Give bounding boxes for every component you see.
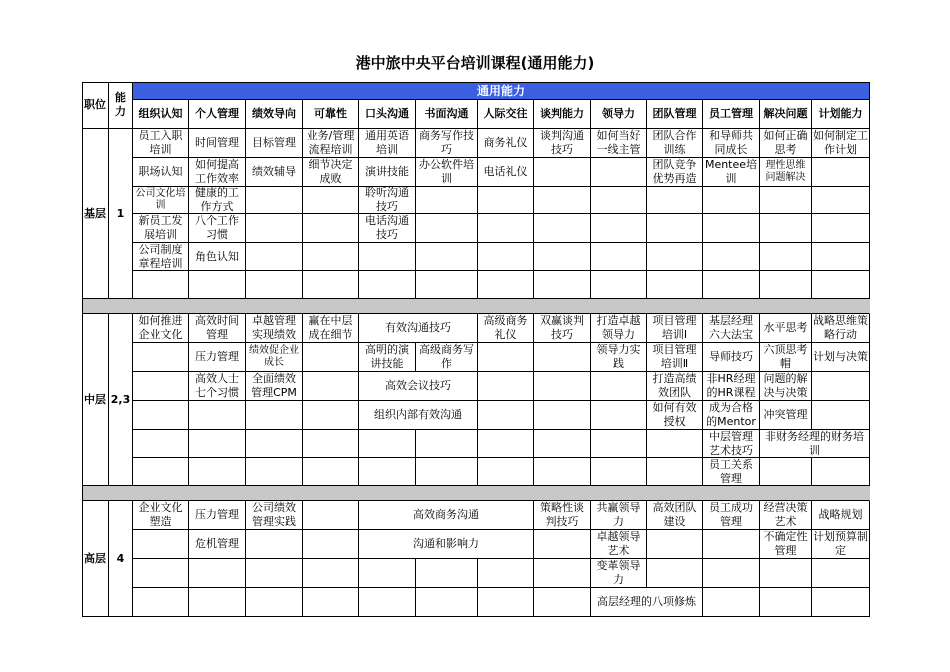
table-cell — [812, 401, 870, 430]
table-cell — [591, 401, 647, 430]
table-cell: 高层经理的八项修炼 — [591, 588, 703, 617]
table-cell: 有效沟通技巧 — [359, 314, 478, 343]
table-cell — [303, 430, 359, 458]
col-team: 团队管理 — [647, 100, 703, 129]
table-cell: 压力管理 — [189, 501, 246, 530]
table-cell — [591, 214, 647, 243]
table-cell: 计划预算制定 — [813, 530, 868, 557]
table-cell: 非HR经理的HR课程 — [703, 372, 760, 401]
table-cell — [647, 271, 703, 299]
table-cell — [133, 530, 189, 559]
table-cell: 赢在中层成在细节 — [303, 314, 359, 343]
table-cell — [416, 430, 478, 458]
table-cell — [478, 187, 534, 214]
col-planning: 计划能力 — [812, 100, 870, 129]
table-cell — [591, 372, 647, 401]
col-oral: 口头沟通 — [359, 100, 416, 129]
table-cell — [534, 243, 591, 271]
table-cell: 领导力实践 — [591, 343, 647, 372]
table-cell — [591, 458, 647, 486]
table-cell: 基层经理六大法宝 — [703, 314, 760, 343]
table-cell: 职场认知 — [133, 158, 189, 187]
table-cell — [359, 559, 416, 588]
table-cell: 高效团队建设 — [647, 501, 703, 530]
table-cell: 业务/管理流程培训 — [303, 129, 359, 158]
table-cell — [591, 271, 647, 299]
table-cell — [812, 243, 870, 271]
table-cell: 高明的演讲技能 — [359, 343, 416, 372]
table-cell — [359, 271, 416, 299]
table-cell — [647, 530, 703, 559]
table-cell: 理性思维问题解决 — [760, 158, 812, 187]
table-cell — [478, 243, 534, 271]
table-cell: 绩效促企业成长 — [246, 343, 303, 372]
table-cell: 和导师共同成长 — [703, 129, 760, 158]
table-cell — [534, 214, 591, 243]
section-middle-label: 中层 — [82, 314, 109, 486]
table-cell — [359, 458, 416, 486]
table-cell: 健康的工作方式 — [189, 187, 246, 214]
col-org: 组织认知 — [133, 100, 189, 129]
table-cell: 角色认知 — [189, 243, 246, 271]
table-cell — [416, 588, 478, 617]
table-cell — [303, 501, 359, 530]
table-cell — [647, 243, 703, 271]
table-cell — [189, 588, 246, 617]
table-cell — [246, 214, 303, 243]
table-cell — [133, 458, 189, 486]
table-cell — [812, 458, 870, 486]
header-level: 能力 — [109, 82, 133, 129]
table-cell — [359, 243, 416, 271]
table-cell — [812, 372, 870, 401]
table-cell: 导师技巧 — [703, 343, 760, 372]
table-cell — [760, 559, 812, 588]
table-cell: 经营决策艺术 — [760, 501, 812, 530]
table-cell: 公司绩效管理实践 — [246, 501, 303, 530]
table-cell: 问题的解决与决策 — [760, 372, 812, 401]
table-cell — [359, 430, 416, 458]
col-negotiation: 谈判能力 — [534, 100, 591, 129]
col-leadership: 领导力 — [591, 100, 647, 129]
table-cell — [760, 214, 812, 243]
table-cell — [534, 430, 591, 458]
table-cell — [303, 559, 359, 588]
table-cell — [478, 214, 534, 243]
table-cell: 卓越管理实现绩效 — [246, 314, 303, 343]
table-cell: 打造高绩效团队 — [647, 372, 703, 401]
table-cell: 新员工发展培训 — [133, 214, 189, 243]
table-cell: 公司制度章程培训 — [133, 243, 189, 271]
table-cell: 沟通和影响力 — [359, 530, 534, 559]
table-cell: 冲突管理 — [760, 401, 812, 430]
table-cell — [189, 271, 246, 299]
section-separator — [82, 299, 870, 314]
table-cell: 如何正确思考 — [760, 129, 812, 158]
table-cell — [133, 401, 189, 430]
table-cell — [534, 530, 591, 559]
table-cell — [246, 458, 303, 486]
table-cell — [133, 343, 189, 372]
table-cell — [812, 559, 870, 588]
table-cell — [246, 588, 303, 617]
col-interpersonal: 人际交往 — [478, 100, 534, 129]
table-cell — [303, 214, 359, 243]
table-cell — [189, 401, 246, 430]
table-cell: 共赢领导力 — [591, 501, 647, 530]
table-cell — [359, 588, 416, 617]
table-cell — [416, 187, 478, 214]
table-cell: 电话礼仪 — [478, 158, 534, 187]
table-cell: 员工入职培训 — [133, 129, 189, 158]
table-cell — [478, 372, 534, 401]
col-problem-solving: 解决问题 — [760, 100, 812, 129]
table-cell: 时间管理 — [189, 129, 246, 158]
table-cell — [133, 559, 189, 588]
table-cell — [246, 530, 303, 559]
table-cell: 团队合作训练 — [647, 129, 703, 158]
table-cell — [591, 243, 647, 271]
table-cell — [534, 588, 591, 617]
table-cell: 计划与决策 — [812, 343, 870, 372]
table-cell: 谈判沟通技巧 — [534, 129, 591, 158]
table-cell — [133, 430, 189, 458]
table-cell — [189, 559, 246, 588]
header-general-ability: 通用能力 — [133, 82, 870, 100]
table-cell: 卓越领导艺术 — [591, 530, 647, 559]
table-cell: 员工成功管理 — [703, 501, 760, 530]
table-cell: 战略规划 — [812, 501, 870, 530]
table-cell — [703, 271, 760, 299]
table-cell: 高效时间管理 — [189, 314, 246, 343]
table-cell — [416, 271, 478, 299]
col-performance: 绩效导向 — [246, 100, 303, 129]
table-cell — [534, 271, 591, 299]
table-cell: 项目管理培训Ⅰ — [647, 314, 703, 343]
table-cell — [703, 559, 760, 588]
table-cell — [246, 187, 303, 214]
section-senior-grade: 4 — [109, 501, 133, 617]
table-cell: 如何当好一线主管 — [591, 129, 647, 158]
table-cell: 六顶思考帽 — [760, 343, 812, 372]
table-cell — [534, 187, 591, 214]
table-cell — [703, 243, 760, 271]
table-cell: Mentee培训 — [703, 158, 760, 187]
table-cell — [647, 458, 703, 486]
table-cell: 八个工作习惯 — [189, 214, 246, 243]
table-cell — [246, 559, 303, 588]
table-cell: 商务礼仪 — [478, 129, 534, 158]
table-cell — [534, 458, 591, 486]
table-cell: 项目管理培训Ⅱ — [647, 343, 703, 372]
table-cell — [133, 372, 189, 401]
table-cell: 压力管理 — [189, 343, 246, 372]
table-cell — [534, 559, 591, 588]
table-cell — [812, 187, 870, 214]
table-cell: 演讲技能 — [359, 158, 416, 187]
table-cell — [478, 559, 534, 588]
table-cell — [591, 187, 647, 214]
table-cell: 商务写作技巧 — [416, 129, 478, 158]
table-cell — [189, 430, 246, 458]
table-cell — [246, 401, 303, 430]
table-cell: 如何推进企业文化 — [133, 314, 189, 343]
col-reliability: 可靠性 — [303, 100, 359, 129]
table-cell: 团队竞争优势再造 — [647, 158, 703, 187]
table-cell — [416, 458, 478, 486]
table-cell — [703, 187, 760, 214]
table-cell: 公司文化培训 — [133, 187, 189, 214]
table-cell — [303, 343, 359, 372]
table-cell: 高级商务写作 — [416, 343, 478, 372]
table-cell — [303, 372, 359, 401]
table-cell — [303, 530, 359, 559]
table-cell — [478, 401, 534, 430]
table-cell: 企业文化塑造 — [133, 501, 189, 530]
training-course-table — [82, 82, 870, 617]
table-cell — [303, 187, 359, 214]
table-cell — [591, 158, 647, 187]
table-cell — [303, 271, 359, 299]
table-cell: 不确定性管理 — [760, 530, 812, 559]
table-cell: 通用英语培训 — [359, 129, 416, 158]
table-cell — [760, 271, 812, 299]
table-cell — [478, 271, 534, 299]
table-cell — [478, 588, 534, 617]
table-cell: 高效会议技巧 — [359, 372, 478, 401]
table-cell — [478, 343, 534, 372]
table-cell: 打造卓越领导力 — [591, 314, 647, 343]
table-cell — [133, 271, 189, 299]
table-cell — [303, 401, 359, 430]
table-cell: 如何提高工作效率 — [189, 158, 246, 187]
table-cell — [812, 214, 870, 243]
table-cell: 绩效辅导 — [246, 158, 303, 187]
table-cell — [246, 271, 303, 299]
table-cell — [591, 430, 647, 458]
table-cell — [303, 588, 359, 617]
table-cell — [812, 588, 870, 617]
table-cell: 电话沟通技巧 — [359, 214, 416, 243]
page-title: 港中旅中央平台培训课程(通用能力) — [355, 54, 595, 72]
table-cell — [647, 187, 703, 214]
table-cell — [760, 588, 812, 617]
table-cell — [416, 243, 478, 271]
table-cell: 策略性谈判技巧 — [534, 501, 591, 530]
table-cell: 非财务经理的财务培训 — [760, 430, 870, 458]
col-personal: 个人管理 — [189, 100, 246, 129]
col-staff: 员工管理 — [703, 100, 760, 129]
table-cell: 战略思维策略行动 — [813, 314, 868, 341]
table-cell — [303, 243, 359, 271]
table-cell — [534, 343, 591, 372]
section-basic-grade: 1 — [109, 129, 133, 299]
table-cell — [812, 271, 870, 299]
col-written: 书面沟通 — [416, 100, 478, 129]
table-cell: 员工关系管理 — [703, 458, 760, 486]
table-cell: 危机管理 — [189, 530, 246, 559]
table-cell: 高效商务沟通 — [359, 501, 534, 530]
table-cell: 目标管理 — [246, 129, 303, 158]
table-cell: 聆听沟通技巧 — [359, 187, 416, 214]
table-cell: 如何制定工作计划 — [813, 129, 868, 156]
table-cell — [303, 458, 359, 486]
table-cell — [647, 559, 703, 588]
table-cell — [703, 530, 760, 559]
table-cell: 细节决定成败 — [303, 158, 359, 187]
section-middle-grade: 2,3 — [109, 314, 133, 486]
section-separator — [82, 486, 870, 501]
table-cell — [534, 372, 591, 401]
section-senior-label: 高层 — [82, 501, 109, 617]
header-position: 职位 — [82, 82, 109, 129]
table-cell: 水平思考 — [760, 314, 812, 343]
table-cell: 中层管理艺术技巧 — [703, 430, 760, 458]
section-basic-label: 基层 — [82, 129, 109, 299]
table-cell — [534, 401, 591, 430]
table-cell — [760, 243, 812, 271]
table-cell — [703, 588, 760, 617]
table-cell — [246, 430, 303, 458]
table-cell — [760, 187, 812, 214]
table-cell — [703, 214, 760, 243]
table-cell — [534, 158, 591, 187]
table-cell — [133, 588, 189, 617]
table-cell: 组织内部有效沟通 — [359, 401, 478, 430]
table-cell — [416, 559, 478, 588]
table-cell: 双赢谈判技巧 — [534, 314, 591, 343]
table-cell: 如何有效授权 — [647, 401, 703, 430]
table-cell: 高级商务礼仪 — [478, 314, 534, 343]
table-cell: 全面绩效管理CPM — [246, 372, 303, 401]
table-cell: 变革领导力 — [591, 559, 647, 588]
table-cell — [246, 243, 303, 271]
table-cell: 成为合格的Mentor — [703, 401, 760, 430]
table-cell: 办公软件培训 — [416, 158, 478, 187]
table-cell — [812, 158, 870, 187]
table-cell — [647, 430, 703, 458]
table-cell — [478, 430, 534, 458]
table-cell — [647, 214, 703, 243]
table-cell — [478, 458, 534, 486]
table-cell — [760, 458, 812, 486]
table-cell: 高效人士七个习惯 — [189, 372, 246, 401]
table-cell — [416, 214, 478, 243]
table-cell — [189, 458, 246, 486]
